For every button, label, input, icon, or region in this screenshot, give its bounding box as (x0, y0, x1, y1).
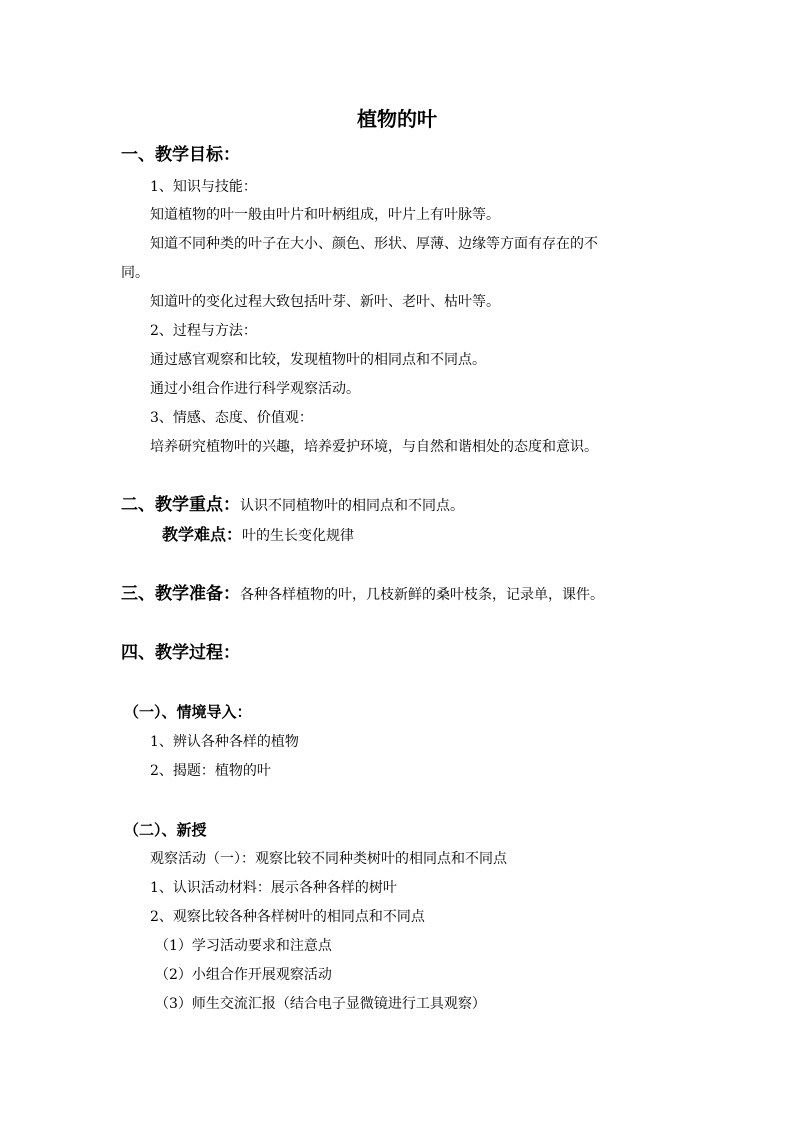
knowledge-line-2a: 知道不同种类的叶子在大小、颜色、形状、厚薄、边缘等方面有存在的不 (150, 236, 598, 252)
part-heading-intro: （一）、情境导入： (124, 703, 252, 721)
process-line-2: 通过小组合作进行科学观察活动。 (150, 381, 360, 397)
difficulty-text: 叶的生长变化规律 (242, 528, 355, 544)
activity-line: 观察活动（一）：观察比较不同种类树叶的相同点和不同点 (150, 851, 507, 867)
intro-item-1: 1、辨认各种各样的植物 (150, 734, 299, 750)
process-label: 2、过程与方法： (150, 323, 257, 339)
section-heading-key-point: 二、教学重点： (121, 495, 240, 515)
preparation-line (121, 584, 604, 605)
key-point-line (121, 495, 464, 516)
process-line-1: 通过感官观察和比较，发现植物叶的相同点和不同点。 (150, 352, 486, 368)
knowledge-line-1: 知道植物的叶一般由叶片和叶柄组成，叶片上有叶脉等。 (150, 207, 500, 223)
page-title: 植物的叶 (357, 107, 437, 131)
intro-item-2: 2、揭题：植物的叶 (150, 763, 271, 779)
preparation-text: 各种各样植物的叶，几枝新鲜的桑叶枝条，记录单，课件。 (240, 587, 604, 603)
lesson-item-2: 2、观察比较各种各样树叶的相同点和不同点 (150, 909, 425, 925)
section-heading-process: 四、教学过程： (121, 643, 240, 663)
knowledge-label: 1、知识与技能： (150, 179, 257, 195)
difficulty-label: 教学难点： (162, 525, 243, 544)
knowledge-line-2b: 同。 (121, 265, 149, 281)
emotion-line-1: 培养研究植物叶的兴趣，培养爱护环境，与自然和谐相处的态度和意识。 (150, 439, 598, 455)
lesson-sub-1: （1）学习活动要求和注意点 (155, 938, 332, 954)
lesson-sub-2: （2）小组合作开展观察活动 (155, 967, 332, 983)
knowledge-line-3: 知道叶的变化过程大致包括叶芽、新叶、老叶、枯叶等。 (150, 294, 500, 310)
difficulty-line (162, 525, 354, 546)
part-heading-new-lesson: （二）、新授 (124, 821, 207, 839)
lesson-item-1: 1、认识活动材料：展示各种各样的树叶 (150, 880, 397, 896)
key-point-text: 认识不同植物叶的相同点和不同点。 (240, 498, 464, 514)
section-heading-objectives: 一、教学目标： (121, 145, 240, 165)
section-heading-preparation: 三、教学准备： (121, 584, 240, 604)
lesson-sub-3: （3）师生交流汇报（结合电子显微镜进行工具观察） (155, 996, 486, 1012)
emotion-label: 3、情感、态度、价值观： (150, 410, 313, 426)
